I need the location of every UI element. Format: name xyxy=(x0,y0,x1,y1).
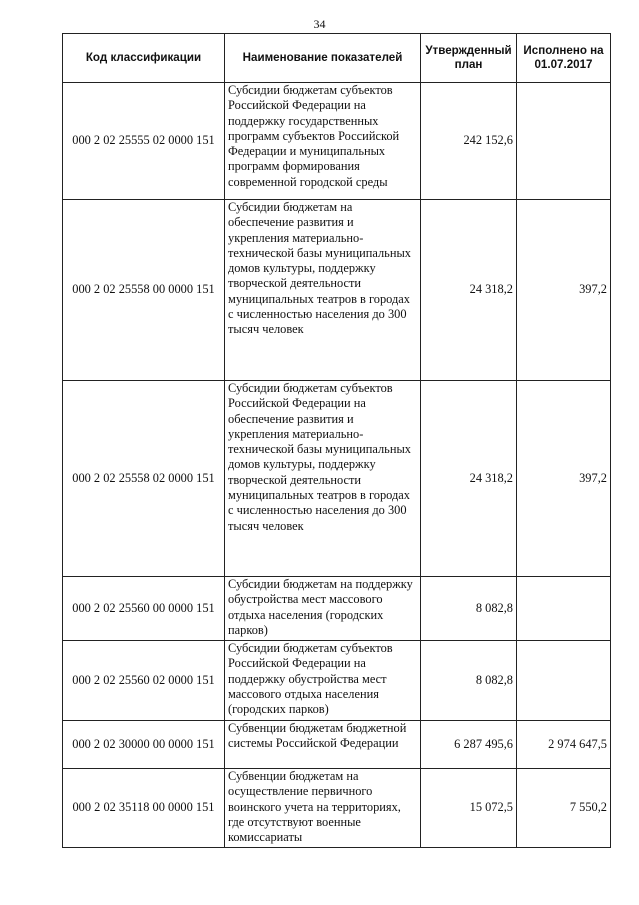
header-executed: Исполнено на 01.07.2017 xyxy=(517,34,611,83)
approved-plan: 6 287 495,6 xyxy=(421,721,517,769)
table-row xyxy=(63,83,611,200)
executed-amount xyxy=(517,83,611,200)
header-name: Наименование показателей xyxy=(225,34,421,83)
header-code: Код классификации xyxy=(63,34,225,83)
approved-plan: 8 082,8 xyxy=(421,577,517,641)
classification-code: 000 2 02 25555 02 0000 151 xyxy=(63,83,225,200)
executed-amount: 397,2 xyxy=(517,381,611,577)
executed-amount xyxy=(517,641,611,721)
table-row xyxy=(63,577,611,641)
indicator-name: Субвенции бюджетам на осуществление первичного воинского учета на территориях, где отсутствуют военные комиссариаты xyxy=(225,769,421,848)
classification-code: 000 2 02 25560 02 0000 151 xyxy=(63,641,225,721)
classification-code: 000 2 02 30000 00 0000 151 xyxy=(63,721,225,769)
approved-plan: 24 318,2 xyxy=(421,200,517,381)
classification-code: 000 2 02 25558 02 0000 151 xyxy=(63,381,225,577)
classification-code: 000 2 02 35118 00 0000 151 xyxy=(63,769,225,848)
table-row xyxy=(63,769,611,848)
classification-code: 000 2 02 25560 00 0000 151 xyxy=(63,577,225,641)
indicator-name: Субсидии бюджетам субъектов Российской Федерации на поддержку обустройства мест массового отдыха населения (городских парков) xyxy=(225,641,421,721)
executed-amount: 397,2 xyxy=(517,200,611,381)
indicator-name: Субсидии бюджетам субъектов Российской Федерации на обеспечение развития и укрепления материально-технической базы муниципальных домов культуры, поддержку творческой деятельности муниципальных театров в городах с численностью населения до 300 тысяч человек xyxy=(225,381,421,577)
indicator-name: Субсидии бюджетам субъектов Российской Федерации на поддержку государственных программ субъектов Российской Федерации и муниципальных программ формирования современной городской среды xyxy=(225,83,421,200)
executed-amount: 2 974 647,5 xyxy=(517,721,611,769)
table-row xyxy=(63,641,611,721)
table-row xyxy=(63,200,611,381)
approved-plan: 8 082,8 xyxy=(421,641,517,721)
indicator-name: Субсидии бюджетам на поддержку обустройства мест массового отдыха населения (городских парков) xyxy=(225,577,421,641)
executed-amount xyxy=(517,577,611,641)
approved-plan: 242 152,6 xyxy=(421,83,517,200)
approved-plan: 24 318,2 xyxy=(421,381,517,577)
classification-code: 000 2 02 25558 00 0000 151 xyxy=(63,200,225,381)
indicator-name: Субвенции бюджетам бюджетной системы Российской Федерации xyxy=(225,721,421,769)
header-plan: Утвержденный план xyxy=(421,34,517,83)
page-number: 34 xyxy=(313,17,326,31)
approved-plan: 15 072,5 xyxy=(421,769,517,848)
table-row xyxy=(63,381,611,577)
executed-amount: 7 550,2 xyxy=(517,769,611,848)
indicator-name: Субсидии бюджетам на обеспечение развития и укрепления материально-технической базы муниципальных домов культуры, поддержку творческой деятельности муниципальных театров в городах с численностью населения до 300 тысяч человек xyxy=(225,200,421,381)
table-header-row xyxy=(63,34,611,83)
table-row xyxy=(63,721,611,769)
budget-revenue-table xyxy=(62,33,611,848)
